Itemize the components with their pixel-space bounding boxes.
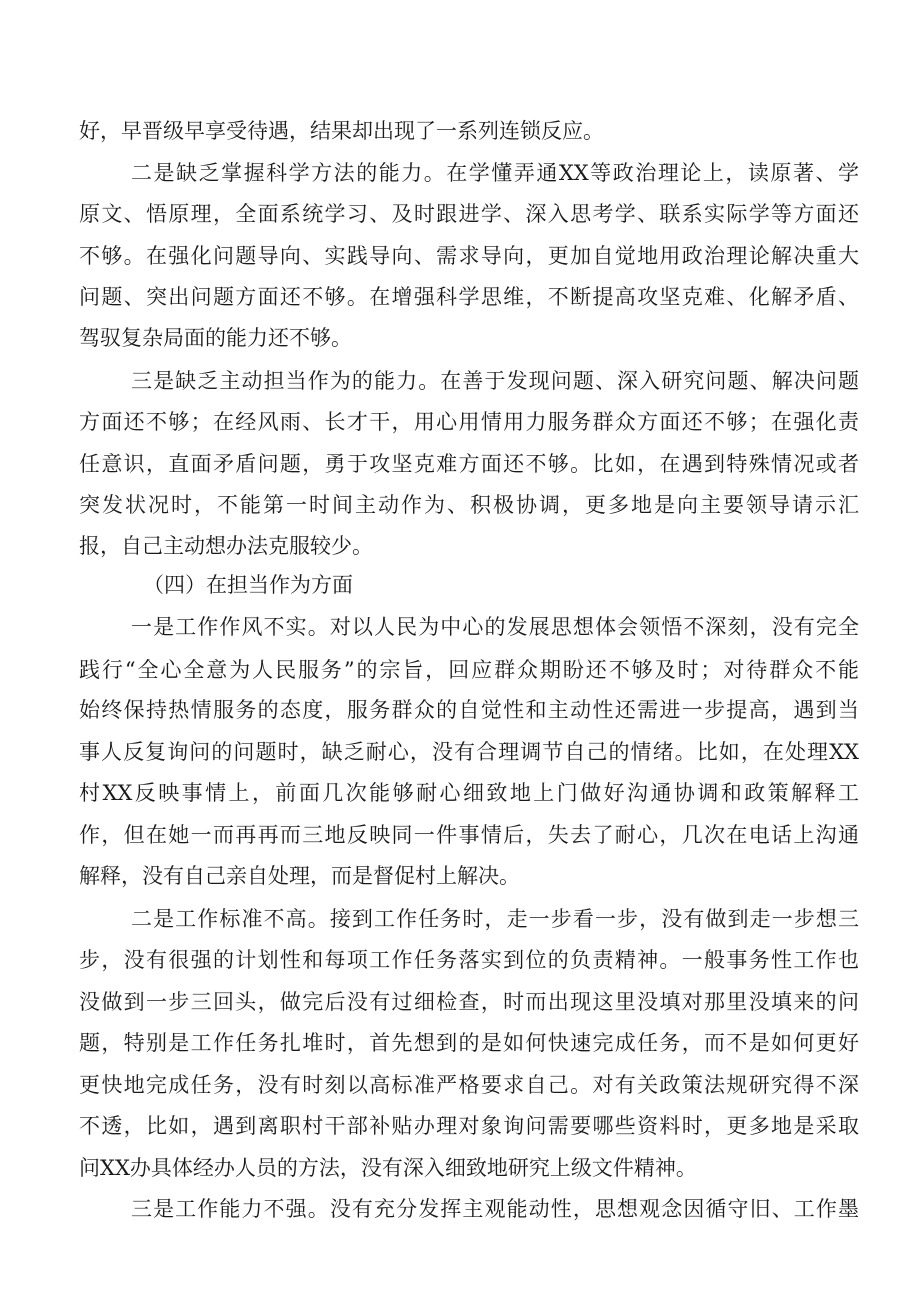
text-line: 不够。在强化问题导向、实践导向、需求导向，更加自觉地用政治理论解决重大 — [79, 244, 859, 268]
text-line: 没做到一步三回头，做完后没有过细检查，时而出现这里没填对那里没填来的问 — [79, 990, 859, 1014]
text-line: 始终保持热情服务的态度，服务群众的自觉性和主动性还需进一步提高，遇到当 — [79, 698, 859, 722]
text-line: 原文、悟原理，全面系统学习、及时跟进学、深入思考学、联系实际学等方面还 — [79, 202, 859, 226]
text-line: 题，特别是工作任务扎堆时，首先想到的是如何快速完成任务，而不是如何更好 — [79, 1031, 859, 1055]
text-line: 任意识，直面矛盾问题，勇于攻坚克难方面还不够。比如，在遇到特殊情况或者 — [79, 452, 859, 476]
text-line: 事人反复询问的问题时，缺乏耐心，没有合理调节自己的情绪。比如，在处理XX — [79, 740, 859, 764]
text-line: 村XX反映事情上，前面几次能够耐心细致地上门做好沟通协调和政策解释工 — [79, 781, 859, 805]
text-line: 方面还不够；在经风雨、长才干，用心用情用力服务群众方面还不够；在强化责 — [79, 410, 859, 434]
text-line: 突发状况时，不能第一时间主动作为、积极协调，更多地是向主要领导请示汇 — [79, 493, 859, 517]
text-line: 驾驭复杂局面的能力还不够。 — [79, 326, 352, 350]
text-line: 解释，没有自己亲自处理，而是督促村上解决。 — [79, 864, 520, 888]
text-line: 问题、突出问题方面还不够。在增强科学思维，不断提高攻坚克难、化解矛盾、 — [79, 285, 859, 309]
text-line: 一是工作作风不实。对以人民为中心的发展思想体会领悟不深刻，没有完全 — [131, 615, 859, 639]
text-line: 三是缺乏主动担当作为的能力。在善于发现问题、深入研究问题、解决问题 — [131, 369, 859, 393]
text-line: 好，早晋级早享受待遇，结果却出现了一系列连锁反应。 — [79, 119, 604, 143]
text-line: 二是缺乏掌握科学方法的能力。在学懂弄通XX等政治理论上，读原著、学 — [131, 161, 859, 185]
text-line: 作，但在她一而再再而三地反映同一件事情后，失去了耐心，几次在电话上沟通 — [79, 823, 859, 847]
text-line: 二是工作标准不高。接到工作任务时，走一步看一步，没有做到走一步想三 — [131, 907, 859, 931]
text-line: 问XX办具体经办人员的方法，没有深入细致地研究上级文件精神。 — [79, 1156, 697, 1180]
text-line: 步，没有很强的计划性和每项工作任务落实到位的负责精神。一般事务性工作也 — [79, 948, 859, 972]
text-line: 践行“全心全意为人民服务”的宗旨，回应群众期盼还不够及时；对待群众不能 — [79, 658, 859, 682]
text-line: 报，自己主动想办法克服较少。 — [79, 534, 373, 558]
text-line: 更快地完成任务，没有时刻以高标准严格要求自己。对有关政策法规研究得不深 — [79, 1073, 859, 1097]
text-line: 三是工作能力不强。没有充分发挥主观能动性，思想观念因循守旧、工作墨 — [131, 1197, 859, 1221]
section-heading: （四）在担当作为方面 — [143, 573, 353, 597]
text-line: 不透，比如，遇到离职村干部补贴办理对象询问需要哪些资料时，更多地是采取 — [79, 1114, 859, 1138]
